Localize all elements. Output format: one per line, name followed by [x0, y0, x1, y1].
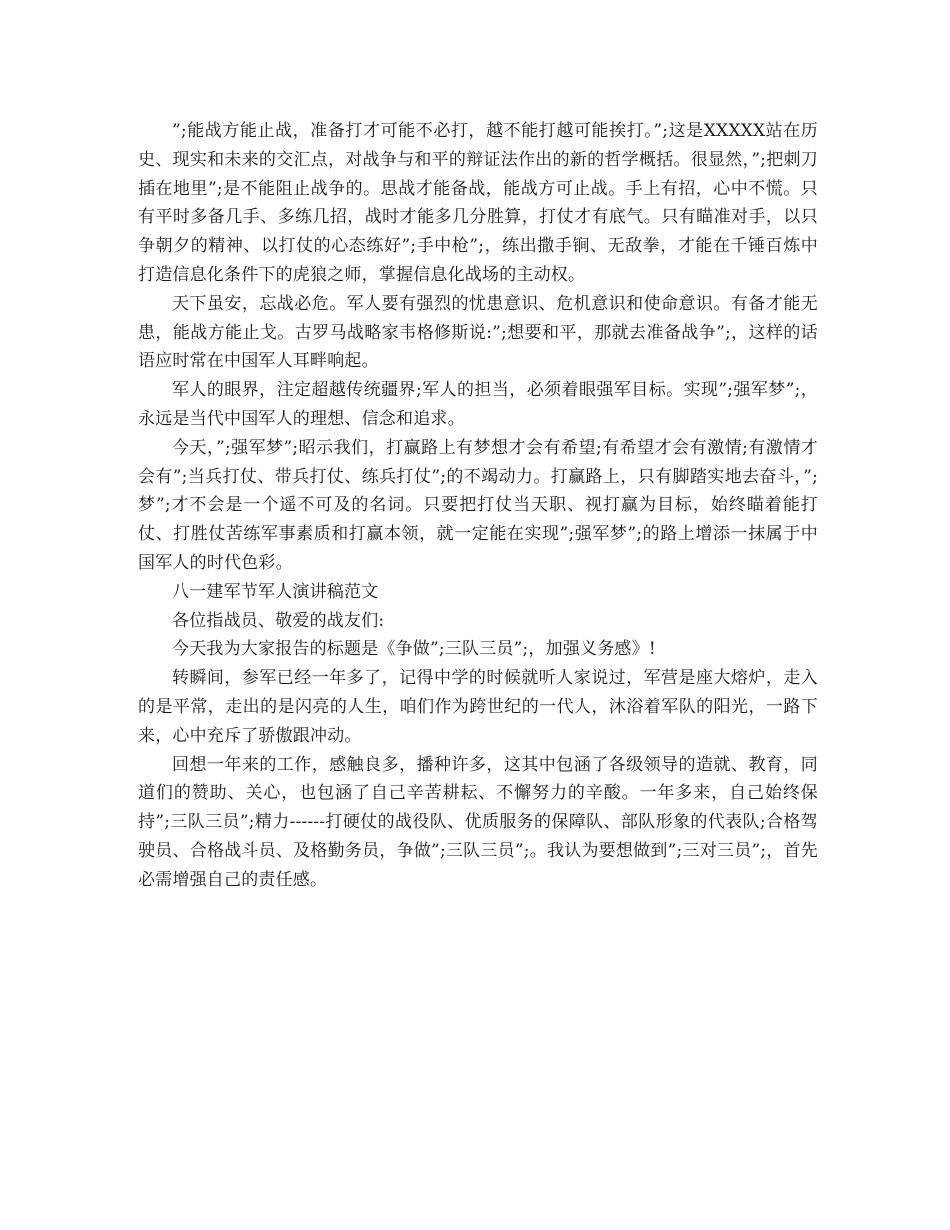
paragraph-9: 回想一年来的工作，感触良多，播种许多，这其中包涵了各级领导的造就、教育，同道们的赞助、关心，也包涵了自己辛苦耕耘、不懈努力的辛酸。一年多来，自己始终保持”;三队三员”;精力------打硬仗的战役队、优质服务的保障队、部队形象的代表队;合格驾驶员、合格战斗员、及格勤务员，争做”;三队三员”;。我认为要想做到”;三对三员”;，首先必需增强自己的责任感。 — [138, 754, 818, 890]
document-body — [138, 117, 818, 895]
salutation: 各位指战员、敬爱的战友们: — [172, 610, 385, 631]
paragraph-3: 军人的眼界，注定超越传统疆界;军人的担当，必须着眼强军目标。实现”;强军梦”;，永远是当代中国军人的理想、信念和追求。 — [138, 380, 818, 429]
paragraph-2: 天下虽安，忘战必危。军人要有强烈的忧患意识、危机意识和使命意识。有备才能无患，能战方能止戈。古罗马战略家韦格修斯说:”;想要和平，那就去准备战争”;，这样的话语应时常在中国军人耳畔响起。 — [138, 293, 818, 372]
paragraph-4: 今天，”;强军梦”;昭示我们，打赢路上有梦想才会有希望;有希望才会有激情;有激情才会有”;当兵打仗、带兵打仗、练兵打仗”;的不竭动力。打赢路上，只有脚踏实地去奋斗，”;梦”;才不会是一个遥不可及的名词。只要把打仗当天职、视打赢为目标，始终瞄着能打仗、打胜仗苦练军事素质和打赢本领，就一定能在实现”;强军梦”;的路上增添一抹属于中国军人的时代色彩。 — [138, 437, 818, 573]
section-heading: 八一建军节军人演讲稿范文 — [172, 581, 379, 602]
paragraph-1: ”;能战方能止战，准备打才可能不必打，越不能打越可能挨打。”;这是XXXXX站在历史、现实和未来的交汇点，对战争与和平的辩证法作出的新的哲学概括。很显然，”;把刺刀插在地里”;是不能阻止战争的。思战才能备战，能战方可止战。手上有招，心中不慌。只有平时多备几手、多练几招，战时才能多几分胜算，打仗才有底气。只有瞄准对手，以只争朝夕的精神、以打仗的心态练好”;手中枪”;，练出撒手锏、无敌拳，才能在千锤百炼中打造信息化条件下的虎狼之师，掌握信息化战场的主动权。 — [138, 121, 818, 285]
speech-title-line: 今天我为大家报告的标题是《争做”;三队三员”;，加强义务感》! — [172, 639, 656, 660]
paragraph-8: 转瞬间，参军已经一年多了，记得中学的时候就听人家说过，军营是座大熔炉，走入的是平常，走出的是闪亮的人生，咱们作为跨世纪的一代人，沐浴着军队的阳光，一路下来，心中充斥了骄傲跟冲动。 — [138, 668, 818, 746]
